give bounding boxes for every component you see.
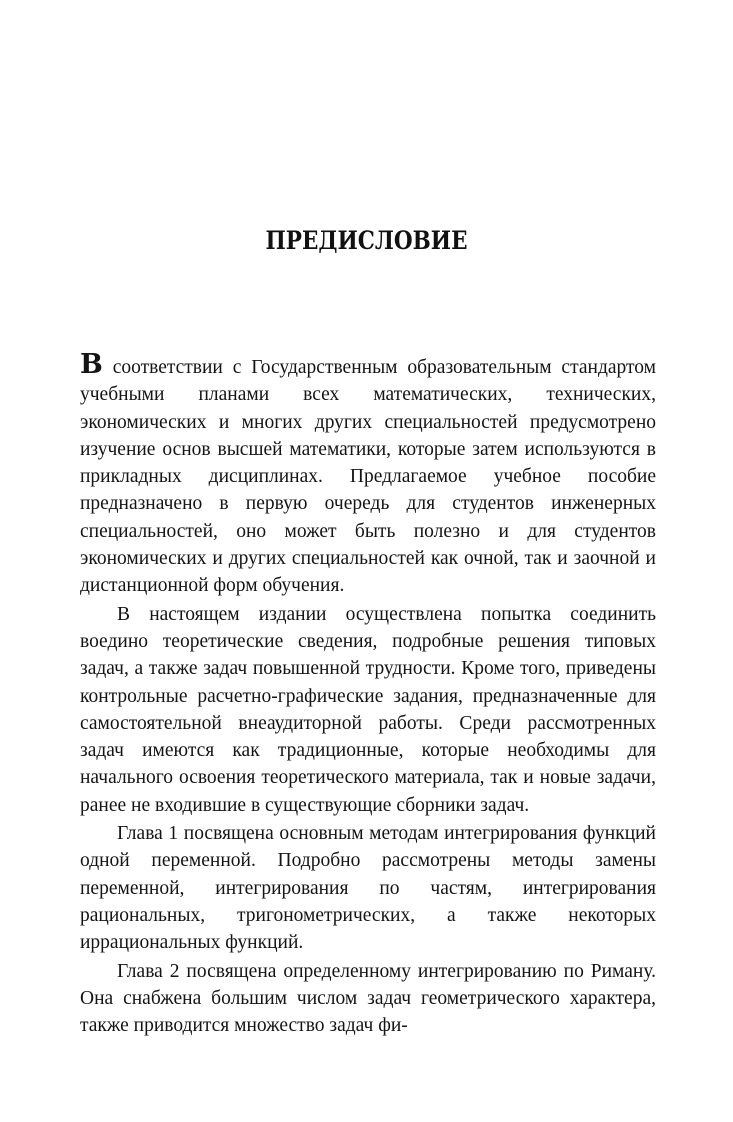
- page-title: ПРЕДИСЛОВИЕ: [265, 226, 468, 255]
- drop-cap: В: [80, 349, 103, 380]
- paragraph-3: Глава 1 посвящена основным методам интегрирования функций одной переменной. Подробно рассмотрены методы замены переменной, интегрирования по частям, интегрирования рациональных, тригонометрических, а также некоторых иррациональных функций.: [80, 823, 656, 954]
- paragraph-4: Глава 2 посвящена определенному интегрированию по Риману. Она снабжена большим числом задач геометрического характера, также приводится множество задач фи-: [80, 960, 656, 1037]
- paragraph-1: [80, 351, 656, 600]
- preface-body: [80, 351, 656, 1039]
- paragraph-2: В настоящем издании осуществлена попытка соединить воедино теоретические сведения, подробные решения типовых задач, а также задач повышенной трудности. Кроме того, приведены контрольные расчетно-графические задания, предназначенные для самостоятельной внеаудиторной работы. Среди рассмотренных задач имеются как традиционные, которые необходимы для начального освоения теоретического материала, так и новые задачи, ранее не входившие в существующие сборники задач.: [80, 603, 656, 816]
- paragraph-1-text: соответствии с Государственным образовательным стандартом учебными планами всех математических, технических, экономических и многих других специальностей предусмотрено изучение основ высшей математики, которые затем используются в прикладных дисциплинах. Предлагаемое учебное пособие предназначено в первую очередь для студентов инженерных специальностей, оно может быть полезно и для студентов экономических и других специальностей как очной, так и заочной и дистанционной форм обучения.: [80, 357, 656, 597]
